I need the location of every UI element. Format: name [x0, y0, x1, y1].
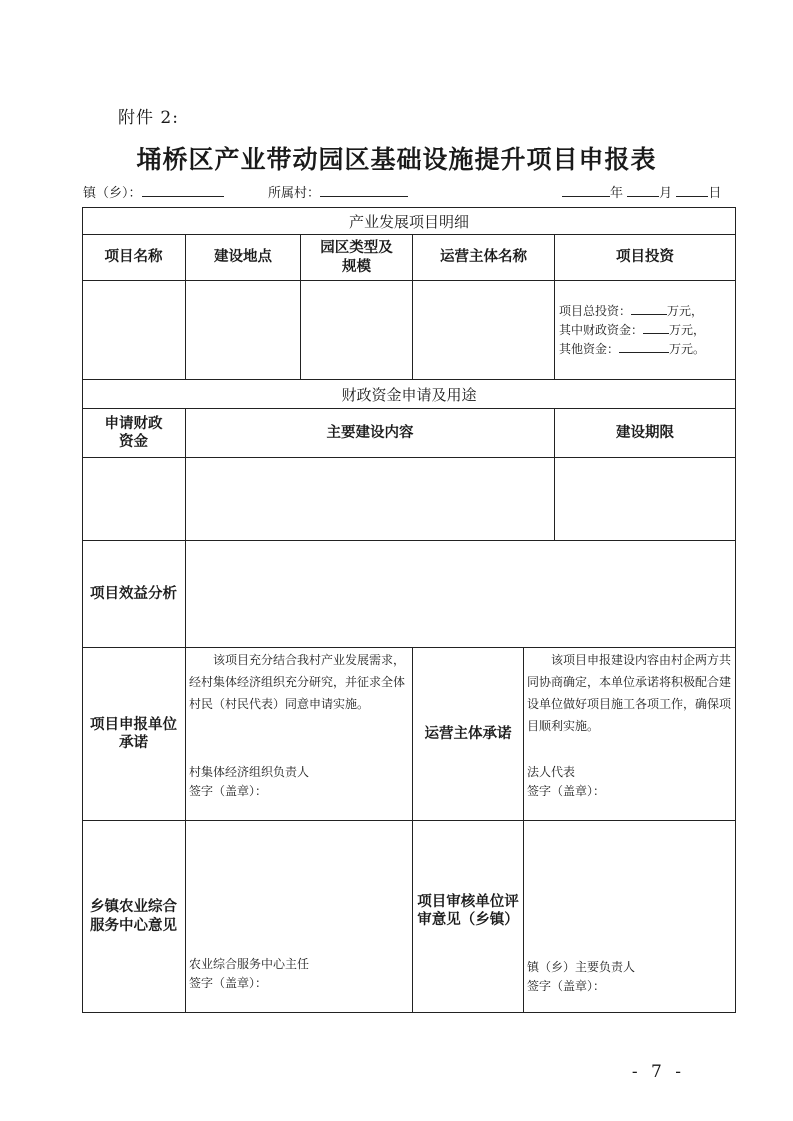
page-number: - 7 -: [631, 1062, 685, 1082]
applicant-signature: [189, 763, 409, 801]
day-blank[interactable]: [676, 184, 708, 197]
col-main-content: 主要建设内容: [326, 424, 414, 441]
unit-signer: 镇（乡）主要负责人: [527, 960, 636, 974]
center-opinion-label: 乡镇农业综合服务中心意见: [90, 899, 177, 934]
investment-breakdown: [559, 302, 735, 360]
unit-signature: [527, 958, 733, 996]
section1-title: 产业发展项目明细: [348, 212, 469, 231]
applicant-signer: 村集体经济组织负责人: [189, 765, 310, 779]
form-title: 埇桥区产业带动园区基础设施提升项目申报表: [136, 145, 657, 174]
other-blank[interactable]: [619, 340, 669, 353]
month-blank[interactable]: [627, 184, 659, 197]
total-blank[interactable]: [631, 302, 667, 315]
col-investment: 项目投资: [616, 249, 674, 266]
section2-title: 财政资金申请及用途: [341, 385, 477, 404]
col-construction-period: 建设期限: [616, 424, 674, 441]
operator-sign-label: 签字（盖章）：: [527, 784, 606, 799]
village-field: [268, 182, 408, 201]
annex-label: 附件 2:: [118, 108, 179, 128]
month-label: 月: [659, 186, 673, 201]
fiscal-blank[interactable]: [643, 321, 669, 334]
center-sign-label: 签字（盖章）：: [189, 976, 268, 991]
applicant-commitment-text: 该项目充分结合我村产业发展需求，经村集体经济组织充分研究，并征求全体村民（村民代表）同意申请实施。: [189, 653, 406, 711]
col-park-type: 园区类型及规模: [320, 240, 393, 275]
center-signature: [189, 955, 409, 993]
town-label: 镇（乡）：: [83, 186, 142, 201]
benefit-analysis-label: 项目效益分析: [90, 585, 177, 602]
applicant-sign-label: 签字（盖章）：: [189, 784, 268, 799]
village-label: 所属村：: [268, 186, 321, 201]
date-field: [562, 182, 721, 201]
year-blank[interactable]: [562, 184, 610, 197]
col-location: 建设地点: [214, 249, 272, 266]
town-field: [83, 182, 224, 201]
village-blank[interactable]: [320, 184, 408, 197]
operator-commitment-label: 运营主体承诺: [424, 725, 512, 742]
col-project-name: 项目名称: [104, 249, 163, 266]
investment-total: 项目总投资： 万元，: [559, 304, 704, 318]
review-unit-opinion-label: 项目审核单位评审意见（乡镇）: [417, 893, 519, 928]
operator-commitment-text: 该项目申报建设内容由村企两方共同协商确定，本单位承诺将积极配合建设单位做好项目施工各项工作，确保项目顺利实施。: [527, 653, 732, 733]
investment-fiscal: 其中财政资金： 万元，: [559, 323, 706, 338]
year-label: 年: [610, 186, 624, 201]
town-blank[interactable]: [142, 184, 224, 197]
day-label: 日: [708, 186, 722, 201]
investment-other: 其他资金： 万元。: [559, 342, 706, 357]
col-operator-name: 运营主体名称: [440, 249, 527, 266]
col-apply-funds: 申请财政资金: [104, 415, 163, 450]
center-signer: 农业综合服务中心主任: [189, 957, 310, 971]
applicant-commitment-label: 项目申报单位承诺: [90, 716, 177, 751]
unit-sign-label: 签字（盖章）：: [527, 979, 606, 994]
operator-signature: [527, 763, 733, 801]
operator-signer: 法人代表: [527, 765, 576, 779]
